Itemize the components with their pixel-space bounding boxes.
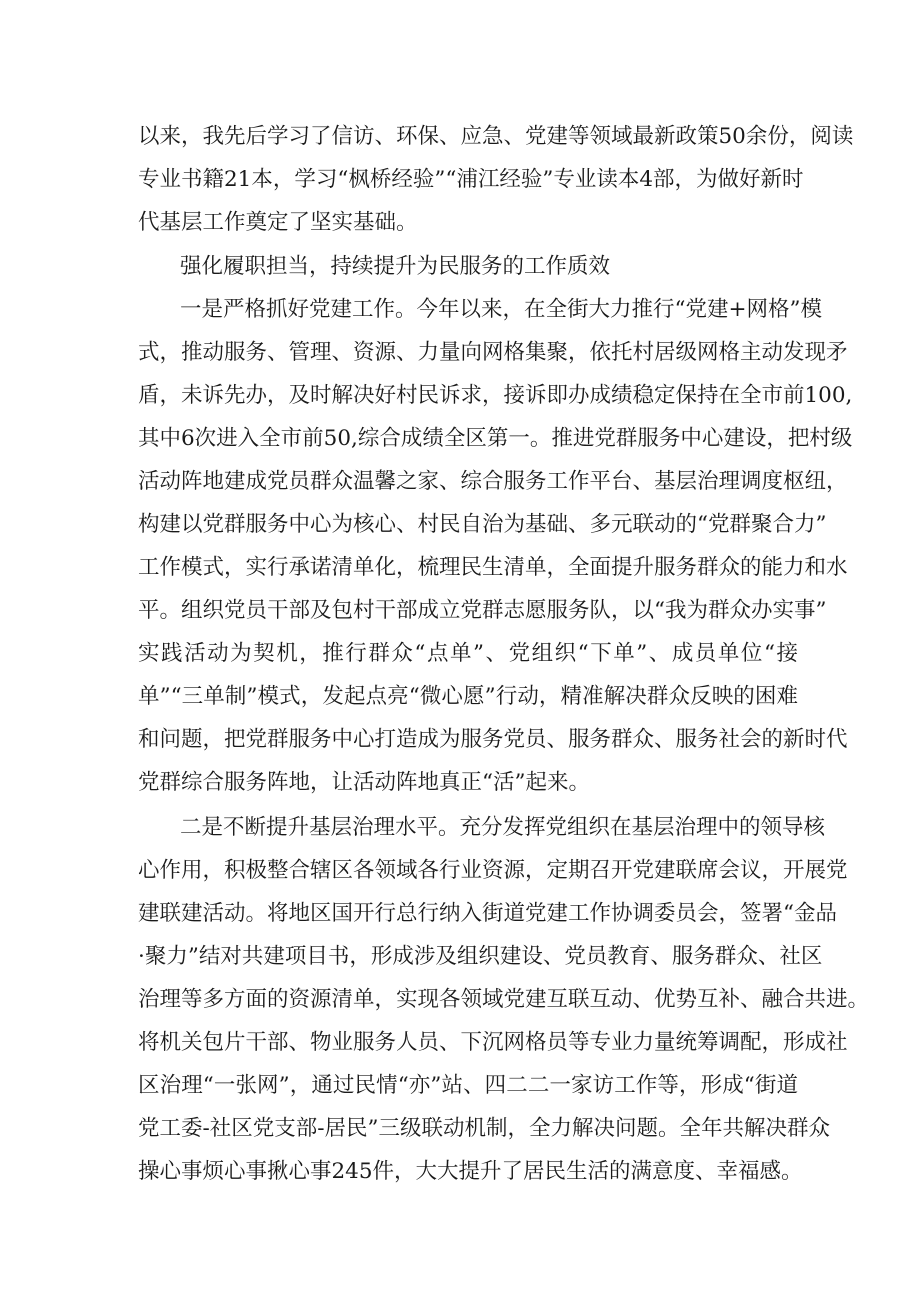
para-one-line-2: 式，推动服务、管理、资源、力量向网格集聚，依托村居级网格主动发现矛 (138, 340, 848, 365)
section-heading: 强化履职担当，持续提升为民服务的工作质效 (180, 254, 611, 279)
para-one-line-5: 活动阵地建成党员群众温馨之家、综合服务工作平台、基层治理调度枢纽， (138, 469, 848, 494)
para-one-line-8: 平。组织党员干部及包村干部成立党群志愿服务队，以“我为群众办实事” (138, 598, 827, 623)
para-one-line-1: 一是严格抓好党建工作。今年以来，在全街大力推行“党建+网格”模 (180, 297, 823, 322)
para-two-line-1: 二是不断提升基层治理水平。充分发挥党组织在基层治理中的领导核 (180, 815, 826, 840)
para-two-line-8: 党工委-社区党支部-居民”三级联动机制，全力解决问题。全年共解决群众 (138, 1116, 831, 1141)
intro-line-1: 以来，我先后学习了信访、环保、应急、党建等领域最新政策50余份，阅读 (138, 124, 854, 149)
para-two-line-5: 治理等多方面的资源清单，实现各领域党建互联互动、优势互补、融合共进。 (138, 987, 870, 1012)
para-two-line-4: ·聚力”结对共建项目书，形成涉及组织建设、党员教育、服务群众、社区 (138, 944, 823, 969)
para-two-line-7: 区治理“一张网”，通过民情“亦”站、四二二一家访工作等，形成“街道 (138, 1073, 798, 1098)
intro-line-2: 专业书籍21本，学习“枫桥经验”“浦江经验”专业读本4部，为做好新时 (138, 167, 804, 192)
para-two-line-2: 心作用，积极整合辖区各领域各行业资源，定期召开党建联席会议，开展党 (138, 858, 848, 883)
para-one-line-10: 单”“三单制”模式，发起点亮“微心愿”行动，精准解决群众反映的困难 (138, 684, 798, 709)
para-two-line-6: 将机关包片干部、物业服务人员、下沉网格员等专业力量统筹调配，形成社 (138, 1030, 848, 1055)
para-one-line-4: 其中6次进入全市前50,综合成绩全区第一。推进党群服务中心建设，把村级 (138, 426, 853, 451)
para-one-line-3: 盾，未诉先办，及时解决好村民诉求，接诉即办成绩稳定保持在全市前100, (138, 383, 853, 408)
para-one-line-7: 工作模式，实行承诺清单化，梳理民生清单，全面提升服务群众的能力和水 (138, 555, 848, 580)
para-one-line-9: 实践活动为契机，推行群众“点单”、党组织“下单”、成员单位“接 (138, 641, 798, 666)
para-two-line-9: 操心事烦心事揪心事245件，大大提升了居民生活的满意度、幸福感。 (138, 1159, 803, 1184)
para-two-line-3: 建联建活动。将地区国开行总行纳入街道党建工作协调委员会，签署“金品 (138, 901, 837, 926)
para-one-line-6: 构建以党群服务中心为核心、村民自治为基础、多元联动的“党群聚合力” (138, 512, 827, 537)
para-one-line-12: 党群综合服务阵地，让活动阵地真正“活”起来。 (138, 770, 590, 795)
intro-line-3: 代基层工作奠定了坚实基础。 (138, 210, 418, 235)
para-one-line-11: 和问题，把党群服务中心打造成为服务党员、服务群众、服务社会的新时代 (138, 727, 848, 752)
